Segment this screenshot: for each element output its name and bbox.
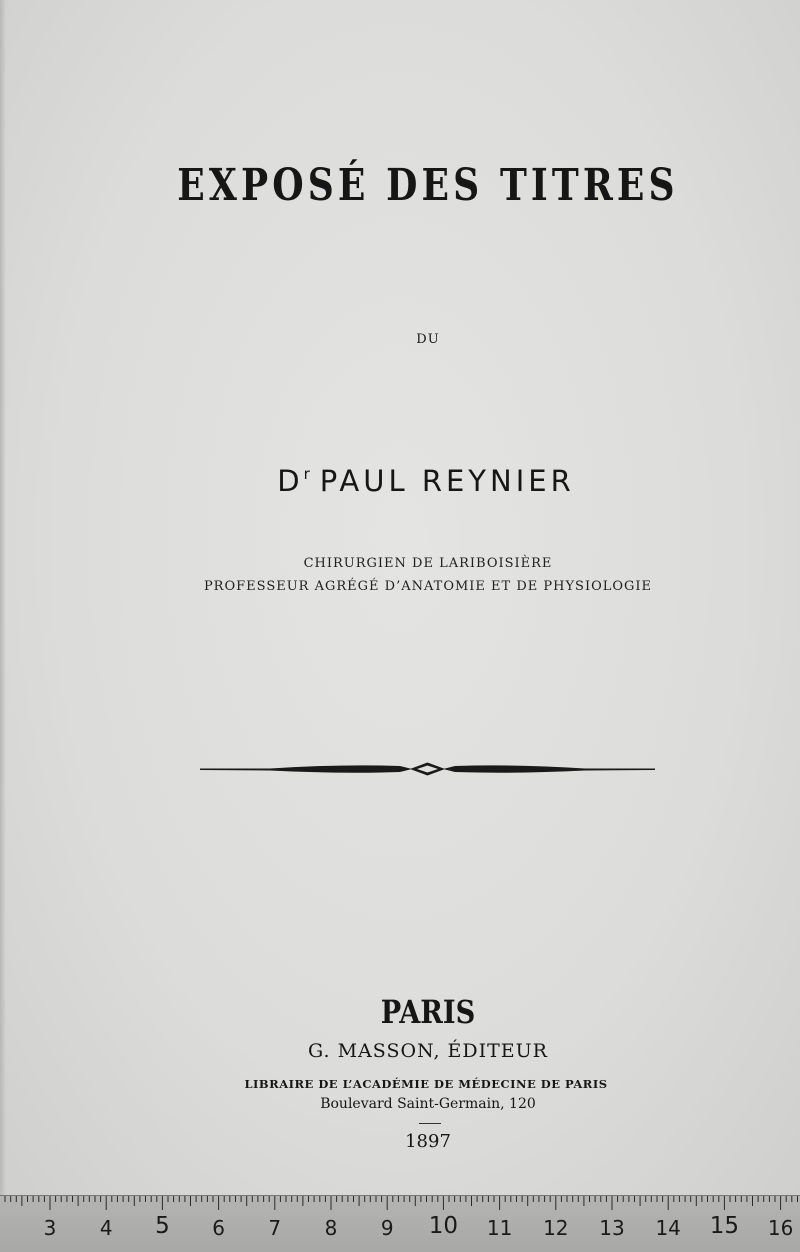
ruler-label: 4 bbox=[99, 1216, 113, 1240]
page-edge-shadow bbox=[0, 0, 6, 1195]
measuring-ruler bbox=[0, 1195, 800, 1252]
ruler-label: 5 bbox=[155, 1213, 170, 1239]
preposition-du: DU bbox=[416, 332, 440, 347]
ruler-label: 11 bbox=[486, 1216, 513, 1240]
ruler-label: 10 bbox=[428, 1213, 459, 1239]
ruler-label: 6 bbox=[212, 1216, 225, 1240]
author-prefix: D bbox=[277, 464, 304, 498]
ruler-label: 9 bbox=[380, 1216, 394, 1240]
ruler-label: 13 bbox=[599, 1216, 625, 1240]
ruler-label: 7 bbox=[268, 1216, 282, 1240]
imprint-publisher: G. MASSON, ÉDITEUR bbox=[308, 1040, 548, 1062]
ruler-label: 14 bbox=[655, 1216, 681, 1240]
author-role-surgeon: CHIRURGIEN DE LARIBOISIÈRE bbox=[303, 556, 553, 571]
ruler-label: 8 bbox=[324, 1216, 338, 1240]
ruler-label: 12 bbox=[543, 1216, 569, 1240]
author-role-professor: PROFESSEUR AGRÉGÉ D’ANATOMIE ET DE PHYSIOLOGIE bbox=[203, 579, 653, 594]
imprint-address: Boulevard Saint-Germain, 120 bbox=[320, 1096, 536, 1112]
author-name bbox=[26, 464, 800, 498]
author-full-name: PAUL REYNIER bbox=[319, 464, 575, 498]
author-prefix-sup: r bbox=[303, 465, 310, 483]
ornamental-divider bbox=[200, 760, 655, 780]
ruler-label: 3 bbox=[43, 1216, 57, 1240]
ruler-label: 15 bbox=[709, 1213, 740, 1239]
year-rule bbox=[419, 1123, 441, 1124]
imprint-city: PARIS bbox=[380, 993, 476, 1031]
imprint-library: LIBRAIRE DE L’ACADÉMIE DE MÉDECINE DE PARIS bbox=[244, 1077, 608, 1091]
ruler-label: 16 bbox=[767, 1216, 794, 1240]
imprint-year: 1897 bbox=[405, 1131, 451, 1152]
document-title: EXPOSÉ DES TITRES bbox=[177, 160, 679, 211]
